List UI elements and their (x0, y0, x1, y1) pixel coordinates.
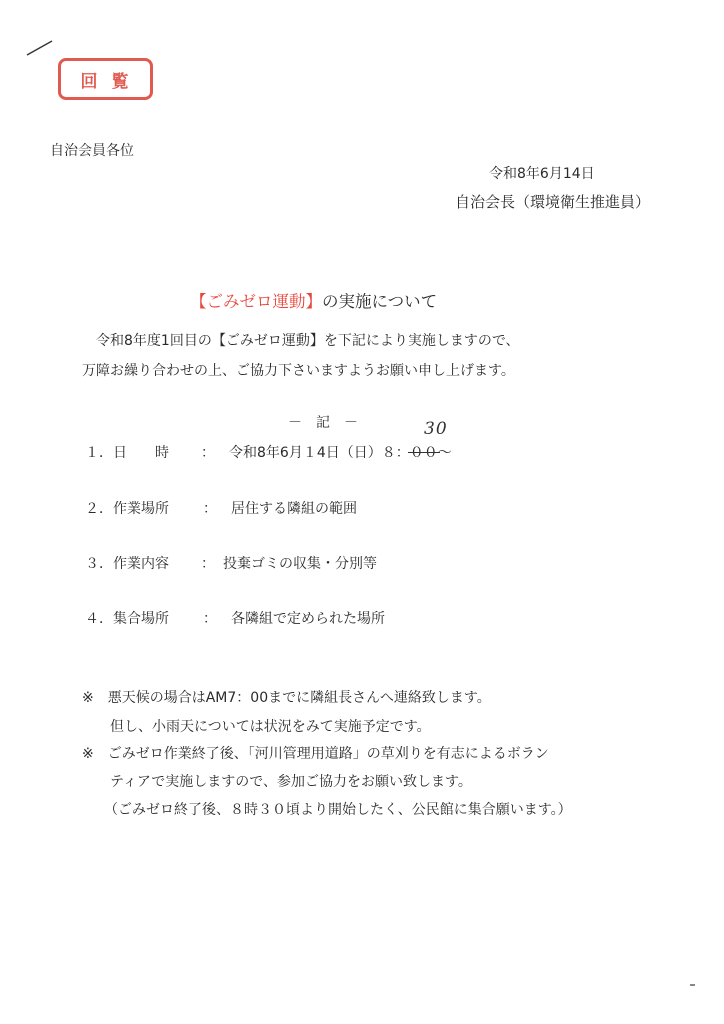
title-rest: の実施について (322, 292, 438, 311)
struck-time: ００ (410, 442, 438, 462)
title-highlight: 【ごみゼロ運動】 (190, 292, 322, 311)
handwritten-correction: 30 (424, 419, 448, 439)
stamp-text: 回覧 (80, 71, 143, 92)
document-date: 令和8年6月14日 (489, 166, 595, 182)
item-label: 作業場所 (113, 501, 169, 517)
item-number: ３． (85, 556, 113, 572)
item-value: 各隣組で定められた場所 (231, 611, 385, 627)
ki-heading: － 記 － (288, 415, 358, 431)
pen-mark-icon (26, 40, 54, 56)
note-2-line-2: ティアで実施しますので、参加ご協力をお願い致します。 (110, 774, 472, 790)
item-separator: ： (201, 445, 215, 461)
note-2-line-1: ※ ごみゼロ作業終了後、「河川管理用道路」の草刈りを有志によるボラン (82, 746, 549, 762)
item-label: 作業内容 (113, 556, 169, 572)
note-1-line-2: 但し、小雨天については状況をみて実施予定です。 (110, 719, 431, 735)
item-value: 居住する隣組の範囲 (231, 501, 357, 517)
intro-line-2: 万障お繰り合わせの上、ご協力下さいますようお願い申し上げます。 (82, 363, 515, 379)
list-item (85, 498, 357, 518)
item-tail: ～ (437, 445, 452, 461)
document-title (190, 288, 437, 312)
intro-line-1: 令和8年度1回目の【ごみゼロ運動】を下記により実施しますので、 (96, 333, 520, 349)
item-value: 投棄ゴミの収集・分別等 (223, 556, 377, 572)
item-label: 日 時 (113, 445, 169, 461)
item-number: ４． (85, 611, 113, 627)
circulation-stamp (58, 58, 153, 100)
note-1-line-1: ※ 悪天候の場合はAM7：00までに隣組長さんへ連絡致します。 (82, 690, 491, 706)
item-separator: ： (203, 611, 217, 627)
list-item (85, 608, 385, 628)
item-number: １． (85, 445, 113, 461)
scan-speck (690, 984, 695, 986)
sender: 自治会長（環境衛生推進員） (455, 193, 651, 211)
item-number: ２． (85, 501, 113, 517)
item-label: 集合場所 (113, 611, 169, 627)
addressee: 自治会員各位 (50, 143, 134, 159)
note-2-line-3: （ごみゼロ終了後、８時３０頃より開始したく、公民館に集合願います。） (104, 802, 572, 818)
list-item (85, 553, 377, 573)
item-value: 令和8年6月１4日（日）８： (229, 445, 410, 461)
list-item (85, 442, 452, 462)
item-separator: ： (203, 501, 217, 517)
item-separator: ： (201, 556, 215, 572)
